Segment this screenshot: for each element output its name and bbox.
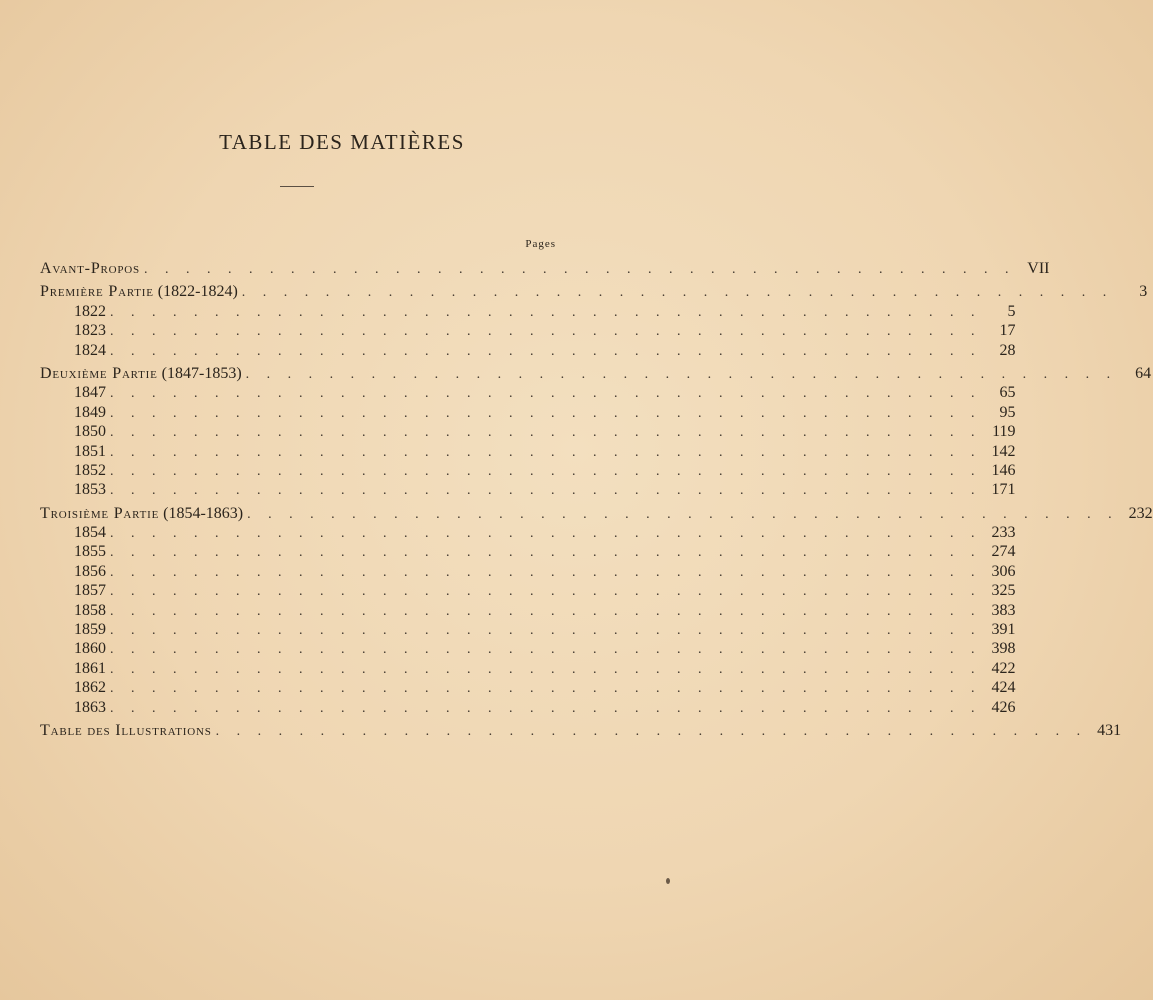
leader-dots: . . . . . . . . . . . . . . . . . . . . . . . . . . . . . . . . . . . . . . . . . . (110, 564, 982, 580)
toc-entry-title: 1854 (74, 524, 106, 542)
toc-page-number: 325 (991, 582, 1016, 600)
toc-entry-title: Première Partie (40, 283, 154, 301)
toc-entry-label (40, 722, 212, 740)
toc-entry-label (40, 679, 106, 697)
toc-entry-label (40, 524, 106, 542)
toc-entry-label (40, 505, 243, 523)
leader-dots: . . . . . . . . . . . . . . . . . . . . . . . . . . . . . . . . . . . . . . . . . . (110, 405, 982, 421)
toc-year-entry (40, 659, 1016, 679)
toc-section-entry (40, 260, 1050, 279)
toc-year-entry (40, 423, 1016, 442)
toc-page-number: 391 (991, 621, 1016, 639)
toc-page-number: 17 (999, 322, 1016, 340)
paper-speck (666, 878, 670, 884)
title-divider (280, 186, 314, 187)
toc-year-entry (40, 384, 1016, 403)
toc-entry-date-range: (1847-1853) (161, 364, 242, 382)
toc-page-number: 64 (1135, 364, 1152, 382)
toc-entry-label (40, 481, 106, 499)
page-title: TABLE DES MATIÈRES (219, 130, 465, 154)
toc-page-number: 233 (991, 524, 1016, 542)
toc-year-entry (40, 601, 1016, 621)
leader-dots: . . . . . . . . . . . . . . . . . . . . . . . . . . . . . . . . . . . . . . . . . . (110, 603, 982, 619)
toc-entry-label (40, 699, 106, 717)
toc-year-entry (40, 698, 1016, 718)
toc-year-entry (40, 341, 1016, 361)
toc-entry-title: 1863 (74, 698, 106, 716)
leader-dots: . . . . . . . . . . . . . . . . . . . . . . . . . . . . . . . . . . . . . . . . . . (110, 343, 982, 359)
leader-dots: . . . . . . . . . . . . . . . . . . . . . . . . . . . . . . . . . . . . . . . . . . (245, 366, 1118, 382)
toc-year-entry (40, 403, 1016, 423)
toc-page-number: 306 (991, 562, 1016, 580)
toc-entry-date-range: (1854-1863) (163, 504, 244, 522)
leader-dots: . . . . . . . . . . . . . . . . . . . . . . . . . . . . . . . . . . . . . . . . . . (110, 545, 982, 561)
toc-year-entry (40, 322, 1016, 341)
toc-year-entry (40, 442, 1016, 462)
leader-dots: . . . . . . . . . . . . . . . . . . . . . . . . . . . . . . . . . . . . . . . . . . (215, 723, 1088, 739)
toc-section-entry (40, 364, 1152, 384)
toc-page-number: 424 (991, 679, 1016, 697)
toc-entry-title: Deuxième Partie (40, 364, 158, 382)
toc-entry-label (40, 582, 106, 600)
toc-page-number: VII (1027, 260, 1050, 277)
leader-dots: . . . . . . . . . . . . . . . . . . . . . . . . . . . . . . . . . . . . . . . . . . (110, 386, 982, 402)
toc-entry-title: 1857 (74, 582, 106, 600)
toc-entry-title: Avant-Propos (40, 260, 140, 277)
leader-dots: . . . . . . . . . . . . . . . . . . . . . . . . . . . . . . . . . . . . . . . . . . (110, 324, 982, 340)
toc-entry-title: Troisième Partie (40, 504, 160, 522)
toc-entry-label (40, 423, 106, 441)
pages-column-label: Pages (525, 238, 556, 250)
leader-dots: . . . . . . . . . . . . . . . . . . . . . . . . . . . . . . . . . . . . . . . . . . (143, 262, 1016, 277)
toc-page-number: 146 (991, 461, 1016, 479)
toc-entry-title: 1853 (74, 481, 106, 499)
leader-dots: . . . . . . . . . . . . . . . . . . . . . . . . . . . . . . . . . . . . . . . . . . (110, 623, 982, 639)
toc-entry-title: 1822 (74, 302, 106, 320)
toc-year-entry (40, 582, 1016, 601)
toc-entry-label (40, 543, 106, 561)
toc-page-number: 431 (1097, 721, 1122, 739)
toc-entry-title: 1861 (74, 659, 106, 677)
toc-year-entry (40, 543, 1016, 562)
toc-entry-title: 1860 (74, 640, 106, 658)
toc-entry-label (40, 342, 106, 360)
toc-page-number: 65 (999, 384, 1016, 402)
toc-entry-label (40, 365, 242, 383)
leader-dots: . . . . . . . . . . . . . . . . . . . . . . . . . . . . . . . . . . . . . . . . . . (110, 304, 982, 320)
toc-page-number: 274 (991, 543, 1016, 561)
toc-entry-title: 1847 (74, 384, 106, 402)
toc-page-number: 171 (991, 481, 1016, 499)
leader-dots: . . . . . . . . . . . . . . . . . . . . . . . . . . . . . . . . . . . . . . . . . . (110, 681, 982, 697)
toc-page-number: 95 (999, 403, 1016, 421)
toc-entry-title: 1862 (74, 679, 106, 697)
toc-entry-title: 1851 (74, 442, 106, 460)
toc-page-number: 28 (999, 341, 1016, 359)
toc-page-number: 422 (991, 659, 1016, 677)
toc-entry-title: 1856 (74, 562, 106, 580)
toc-entry-title: 1850 (74, 423, 106, 441)
toc-page-number: 3 (1139, 283, 1148, 301)
toc-entry-label (40, 443, 106, 461)
toc-year-entry (40, 461, 1016, 481)
toc-year-entry (40, 302, 1016, 322)
toc-entry-label (40, 621, 106, 639)
toc-entry-label (40, 660, 106, 678)
toc-year-entry (40, 524, 1016, 543)
leader-dots: . . . . . . . . . . . . . . . . . . . . . . . . . . . . . . . . . . . . . . . . . . (110, 661, 982, 677)
leader-dots: . . . . . . . . . . . . . . . . . . . . . . . . . . . . . . . . . . . . . . . . . . (110, 463, 982, 479)
leader-dots: . . . . . . . . . . . . . . . . . . . . . . . . . . . . . . . . . . . . . . . . . . (247, 506, 1119, 522)
toc-entry-title: Table des Illustrations (40, 721, 212, 739)
toc-entry-label (40, 384, 106, 402)
toc-entry-label (40, 404, 106, 422)
toc-page-number: 119 (992, 423, 1016, 441)
leader-dots: . . . . . . . . . . . . . . . . . . . . . . . . . . . . . . . . . . . . . . . . . . (110, 483, 982, 499)
toc-entry-label (40, 283, 238, 301)
toc-year-entry (40, 621, 1016, 640)
toc-entry-title: 1852 (74, 461, 106, 479)
toc-entry-title: 1849 (74, 403, 106, 421)
toc-page-number: 232 (1128, 504, 1153, 522)
leader-dots: . . . . . . . . . . . . . . . . . . . . . . . . . . . . . . . . . . . . . . . . . . (110, 584, 982, 600)
toc-section-entry (40, 283, 1148, 302)
toc-year-entry (40, 562, 1016, 582)
toc-year-entry (40, 481, 1016, 500)
leader-dots: . . . . . . . . . . . . . . . . . . . . . . . . . . . . . . . . . . . . . . . . . . (110, 425, 982, 441)
leader-dots: . . . . . . . . . . . . . . . . . . . . . . . . . . . . . . . . . . . . . . . . . . (110, 642, 982, 658)
toc-entry-title: 1858 (74, 601, 106, 619)
toc-page-number: 383 (991, 601, 1016, 619)
toc-entry-label (40, 640, 106, 658)
toc-entry-label (40, 322, 106, 340)
toc-entry-title: 1859 (74, 621, 106, 639)
leader-dots: . . . . . . . . . . . . . . . . . . . . . . . . . . . . . . . . . . . . . . . . . . (110, 526, 982, 542)
toc-year-entry (40, 679, 1016, 698)
leader-dots: . . . . . . . . . . . . . . . . . . . . . . . . . . . . . . . . . . . . . . . . . . (110, 700, 982, 716)
toc-entry-date-range: (1822-1824) (157, 283, 238, 301)
toc-page-number: 426 (991, 698, 1016, 716)
toc-entry-title: 1855 (74, 543, 106, 561)
toc-entry-label (40, 303, 106, 321)
leader-dots: . . . . . . . . . . . . . . . . . . . . . . . . . . . . . . . . . . . . . . . . . . (110, 444, 982, 460)
table-of-contents (40, 256, 1153, 741)
toc-entry-label (40, 462, 106, 480)
toc-entry-title: 1824 (74, 341, 106, 359)
toc-section-entry (40, 721, 1122, 741)
toc-page-number: 5 (1007, 302, 1016, 320)
toc-entry-label (40, 563, 106, 581)
toc-page-number: 142 (991, 442, 1016, 460)
toc-section-entry (40, 504, 1153, 524)
toc-entry-title: 1823 (74, 322, 106, 340)
toc-entry-label (40, 260, 140, 278)
toc-page-number: 398 (991, 640, 1016, 658)
toc-year-entry (40, 640, 1016, 659)
toc-entry-label (40, 602, 106, 620)
leader-dots: . . . . . . . . . . . . . . . . . . . . . . . . . . . . . . . . . . . . . . . . . . (241, 285, 1114, 301)
